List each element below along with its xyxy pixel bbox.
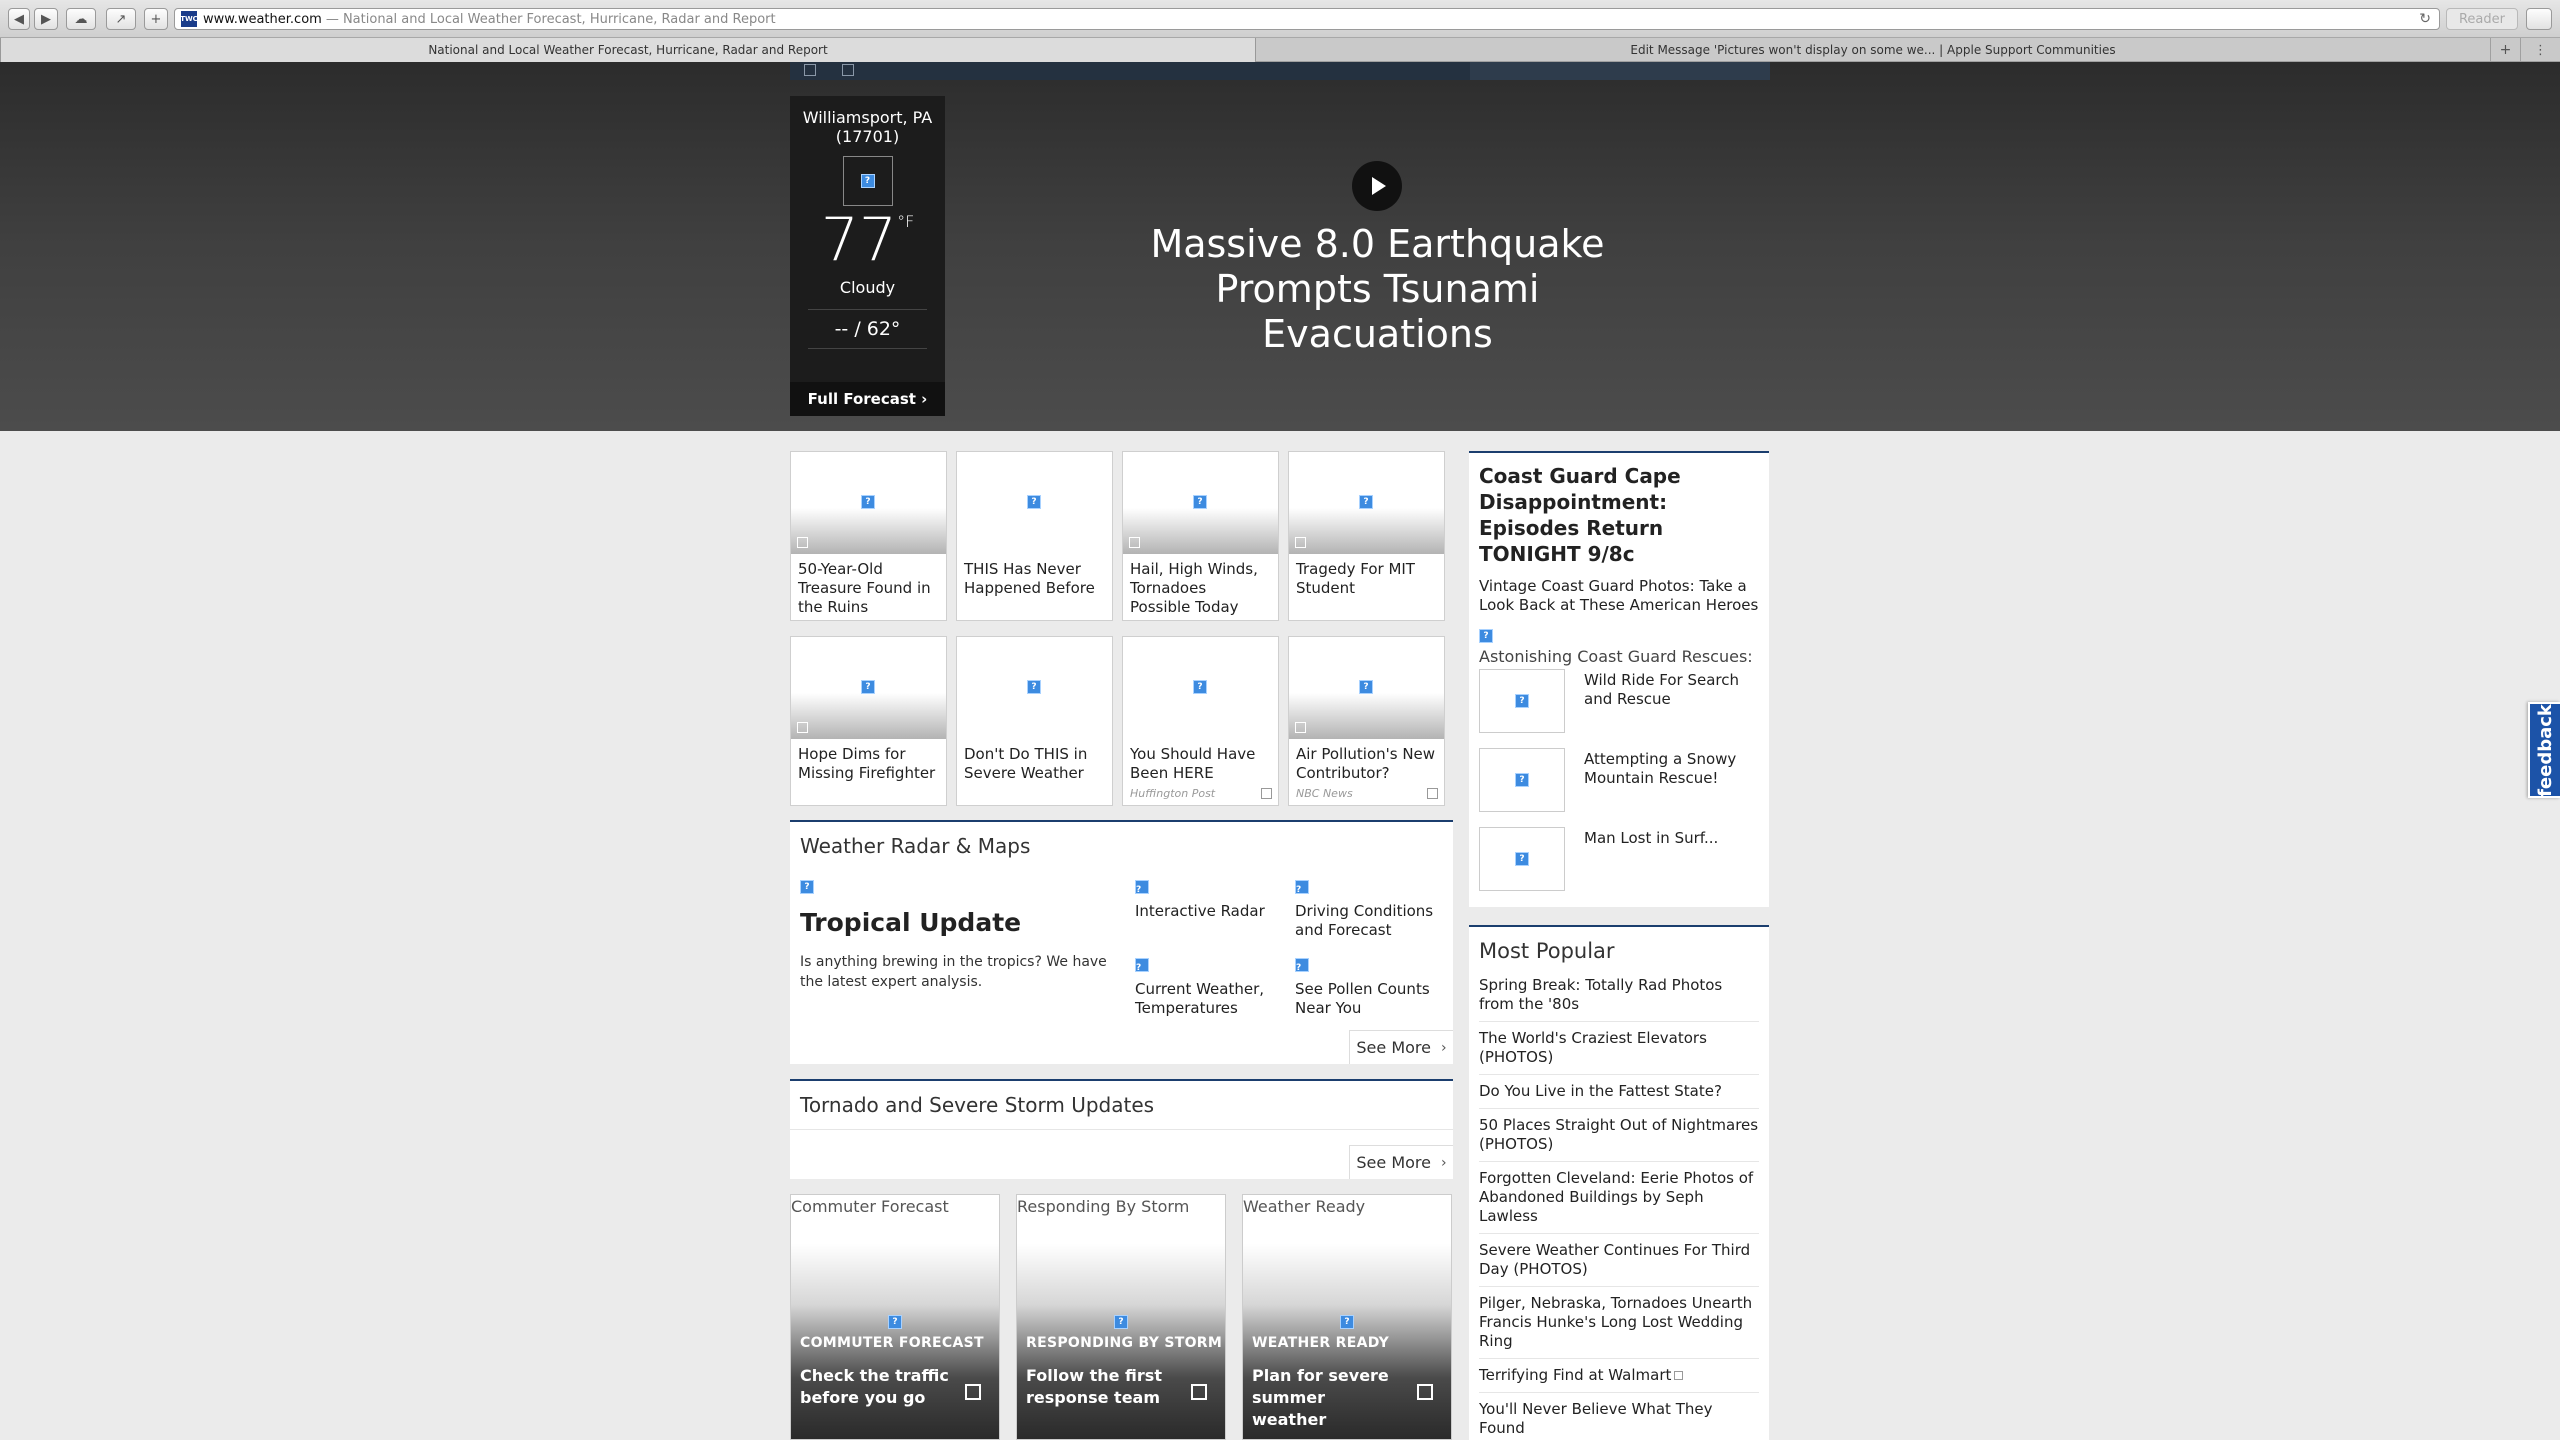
broken-image-icon: ? bbox=[1027, 495, 1041, 509]
story-image bbox=[791, 637, 946, 739]
tab-bar bbox=[0, 38, 2560, 62]
tab-weather[interactable]: National and Local Weather Forecast, Hurricane, Radar and Report bbox=[0, 38, 1256, 62]
ad-choice-icon[interactable] bbox=[1261, 788, 1272, 799]
coast-guard-item[interactable]: ? Wild Ride For Search and Rescue bbox=[1479, 669, 1759, 733]
address-bar[interactable] bbox=[174, 8, 2440, 30]
play-video-button[interactable] bbox=[1352, 161, 1402, 211]
site-nav-strip bbox=[790, 62, 1770, 80]
pollen-icon: ? bbox=[1295, 958, 1309, 972]
list-item[interactable]: You'll Never Believe What They Found bbox=[1479, 1393, 1759, 1440]
broken-image-icon: ? bbox=[888, 1315, 902, 1329]
story-tile[interactable]: ? You Should Have Been HERE Huffington Post bbox=[1122, 636, 1279, 806]
story-image bbox=[1289, 452, 1444, 554]
hero-headline[interactable]: Massive 8.0 Earthquake Prompts Tsunami Evacuations bbox=[1150, 222, 1605, 356]
story-tile[interactable]: ? THIS Has Never Happened Before bbox=[956, 451, 1113, 621]
tropical-update-link[interactable]: Tropical Update bbox=[800, 908, 1022, 937]
forward-button[interactable]: ▶ bbox=[34, 8, 58, 30]
browser-toolbar bbox=[0, 0, 2560, 38]
list-item[interactable]: The World's Craziest Elevators (PHOTOS) bbox=[1479, 1022, 1759, 1075]
radar-icon: ? bbox=[1135, 880, 1149, 894]
radar-maps-title: Weather Radar & Maps bbox=[800, 834, 1031, 858]
url-host: www.weather.com bbox=[203, 11, 322, 27]
story-image bbox=[1289, 637, 1444, 739]
weather-condition-icon: ? bbox=[843, 156, 893, 206]
story-image bbox=[791, 452, 946, 554]
weather-location: Williamsport, PA (17701) bbox=[802, 108, 933, 146]
promo-card[interactable]: Commuter Forecast ? COMMUTER FORECAST Check the traffic before you go bbox=[790, 1194, 1000, 1440]
interactive-radar-link[interactable]: ? Interactive Radar bbox=[1135, 880, 1275, 921]
broken-image-icon: ? bbox=[800, 880, 814, 894]
thumbnail: ? bbox=[1479, 827, 1565, 891]
expand-icon[interactable] bbox=[965, 1384, 981, 1400]
tornado-panel bbox=[790, 1079, 1453, 1179]
story-image bbox=[1123, 452, 1278, 554]
coast-guard-panel bbox=[1469, 451, 1769, 907]
broken-image-icon: ? bbox=[1479, 629, 1493, 643]
current-weather-link[interactable]: ? Current Weather, Temperatures bbox=[1135, 958, 1275, 1018]
story-tile[interactable]: ? Air Pollution's New Contributor? NBC News bbox=[1288, 636, 1445, 806]
broken-image-icon: ? bbox=[861, 495, 875, 509]
driving-conditions-link[interactable]: ? Driving Conditions and Forecast bbox=[1295, 880, 1445, 940]
story-source: NBC News bbox=[1296, 787, 1353, 800]
tornado-title: Tornado and Severe Storm Updates bbox=[790, 1081, 1453, 1130]
tab-apple-support[interactable]: Edit Message 'Pictures won't display on some we... | Apple Support Communities bbox=[1630, 43, 2116, 57]
story-image bbox=[1123, 637, 1278, 739]
url-page-title: — National and Local Weather Forecast, Hurricane, Radar and Report bbox=[325, 11, 776, 27]
feedback-tab[interactable]: feedback bbox=[2528, 702, 2560, 798]
radar-see-more-button[interactable]: See More › bbox=[1349, 1030, 1453, 1064]
tab-overflow-icon[interactable]: ⋮ bbox=[2520, 38, 2560, 62]
list-item[interactable]: Forgotten Cleveland: Eerie Photos of Abandoned Buildings by Seph Lawless bbox=[1479, 1162, 1759, 1234]
ad-choice-icon[interactable] bbox=[1427, 788, 1438, 799]
reader-button[interactable]: Reader bbox=[2446, 8, 2518, 30]
story-tile[interactable]: ? 50-Year-Old Treasure Found in the Ruins bbox=[790, 451, 947, 621]
tropical-update-desc: Is anything brewing in the tropics? We have the latest expert analysis. bbox=[800, 954, 1107, 990]
chevron-right-icon: › bbox=[1440, 1154, 1447, 1171]
ad-marker-icon bbox=[1674, 1371, 1683, 1380]
story-image bbox=[957, 637, 1112, 739]
coast-guard-subtitle[interactable]: Vintage Coast Guard Photos: Take a Look Back at These American Heroes bbox=[1479, 577, 1759, 614]
thumbnail: ? bbox=[1479, 748, 1565, 812]
broken-image-icon: ? bbox=[1359, 495, 1373, 509]
full-forecast-link[interactable]: Full Forecast › bbox=[790, 382, 945, 416]
list-item[interactable]: 50 Places Straight Out of Nightmares (PHOTOS) bbox=[1479, 1109, 1759, 1162]
driving-icon: ? bbox=[1295, 880, 1309, 894]
broken-image-icon: ? bbox=[861, 680, 875, 694]
downloads-button[interactable] bbox=[2526, 8, 2552, 30]
story-source: Huffington Post bbox=[1130, 787, 1216, 800]
list-item[interactable]: Pilger, Nebraska, Tornadoes Unearth Francis Hunke's Long Lost Wedding Ring bbox=[1479, 1287, 1759, 1359]
promo-card[interactable]: Weather Ready ? WEATHER READY Plan for severe summer weather bbox=[1242, 1194, 1452, 1440]
reload-icon[interactable]: ↻ bbox=[2419, 11, 2431, 27]
temperature-icon: ? bbox=[1135, 958, 1149, 972]
chevron-right-icon: › bbox=[1440, 1039, 1447, 1056]
coast-guard-title[interactable]: Coast Guard Cape Disappointment: Episodes Return TONIGHT 9/8c bbox=[1479, 464, 1681, 566]
story-tile[interactable]: ? Hope Dims for Missing Firefighter bbox=[790, 636, 947, 806]
coast-guard-item[interactable]: ? Man Lost in Surf... bbox=[1479, 827, 1759, 891]
expand-icon[interactable] bbox=[1191, 1384, 1207, 1400]
site-favicon-icon: TWC bbox=[181, 11, 197, 27]
most-popular-panel bbox=[1469, 925, 1769, 1440]
high-low-temperature: -- / 62° bbox=[808, 309, 927, 349]
current-weather-card[interactable] bbox=[790, 96, 945, 416]
list-item[interactable]: Spring Break: Totally Rad Photos from the '80s bbox=[1479, 969, 1759, 1022]
menu-icon[interactable] bbox=[804, 64, 816, 76]
coast-guard-label: Astonishing Coast Guard Rescues: bbox=[1479, 647, 1753, 666]
story-image bbox=[957, 452, 1112, 554]
site-search-box[interactable] bbox=[1470, 62, 1770, 80]
pollen-counts-link[interactable]: ? See Pollen Counts Near You bbox=[1295, 958, 1445, 1018]
expand-icon[interactable] bbox=[1417, 1384, 1433, 1400]
tornado-see-more-button[interactable]: See More › bbox=[1349, 1145, 1453, 1179]
share-button[interactable]: ↗ bbox=[106, 8, 136, 30]
back-button[interactable]: ◀ bbox=[8, 8, 30, 30]
broken-image-icon: ? bbox=[1193, 495, 1207, 509]
icloud-tabs-button[interactable]: ☁ bbox=[66, 8, 96, 30]
play-icon bbox=[1372, 177, 1386, 195]
list-item[interactable]: Severe Weather Continues For Third Day (PHOTOS) bbox=[1479, 1234, 1759, 1287]
story-tile[interactable]: ? Hail, High Winds, Tornadoes Possible Today bbox=[1122, 451, 1279, 621]
location-icon[interactable] bbox=[842, 64, 854, 76]
broken-image-icon: ? bbox=[1359, 680, 1373, 694]
broken-image-icon: ? bbox=[1340, 1315, 1354, 1329]
current-temperature: $77^{^\circ F}$ bbox=[820, 205, 915, 275]
broken-image-icon: ? bbox=[1027, 680, 1041, 694]
add-tab-icon[interactable]: + bbox=[2490, 38, 2520, 62]
promo-card[interactable]: Responding By Storm ? RESPONDING BY STORM Follow the first response team bbox=[1016, 1194, 1226, 1440]
coast-guard-item[interactable]: ? Attempting a Snowy Mountain Rescue! bbox=[1479, 748, 1759, 812]
story-tile[interactable]: ? Tragedy For MIT Student bbox=[1288, 451, 1445, 621]
thumbnail: ? bbox=[1479, 669, 1565, 733]
most-popular-title: Most Popular bbox=[1479, 939, 1615, 963]
story-tile[interactable]: ? Don't Do THIS in Severe Weather bbox=[956, 636, 1113, 806]
radar-maps-panel bbox=[790, 820, 1453, 1064]
weather-condition: Cloudy bbox=[839, 278, 896, 297]
broken-image-icon: ? bbox=[1114, 1315, 1128, 1329]
list-item[interactable]: Do You Live in the Fattest State? bbox=[1479, 1075, 1759, 1109]
list-item[interactable]: Terrifying Find at Walmart bbox=[1479, 1359, 1759, 1393]
new-tab-button[interactable]: + bbox=[144, 8, 168, 30]
hero-section bbox=[0, 62, 2560, 431]
broken-image-icon: ? bbox=[1193, 680, 1207, 694]
